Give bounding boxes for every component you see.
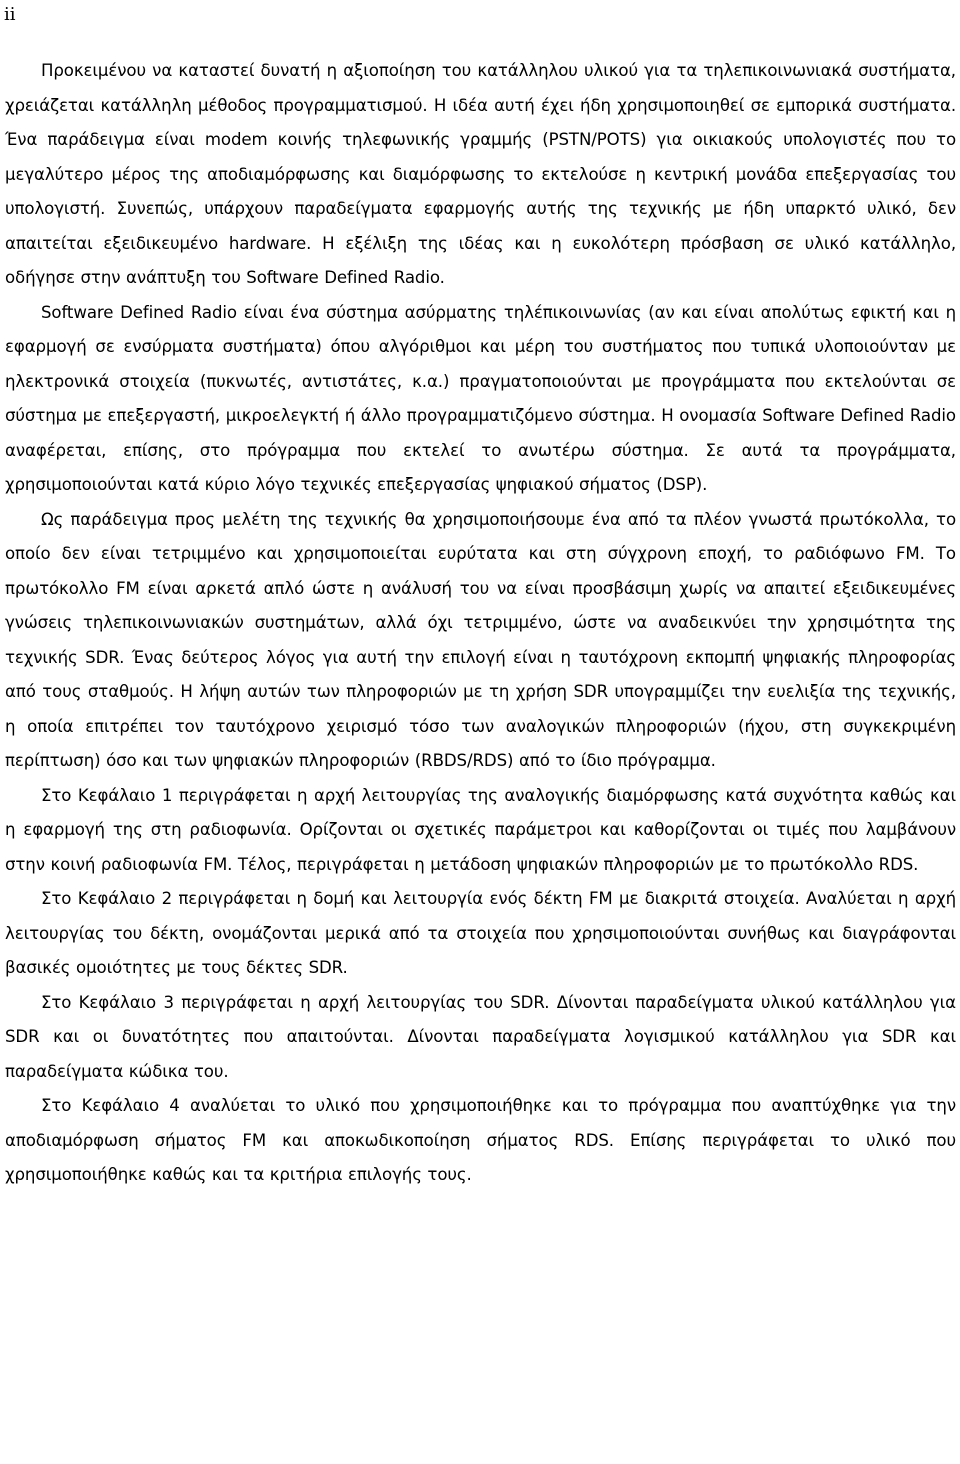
paragraph-sdr-definition: Software Defined Radio είναι ένα σύστημα ασύρματης τηλέπικοινωνίας (αν και είναι απολύτως εφικτή και η εφαρμογή σε ενσύρματα συστήματα) όπου αλγόριθμοι και μέρη του συστήματος που τυπικά υλοποιούνταν με ηλεκτρονικά στοιχεία (πυκνωτές, αντιστάτες, κ.α.) πραγματοποιούνται με προγράμματα που εκτελούνται σε σύστημα με επεξεργαστή, μικροελεγκτή ή άλλο προγραμματιζόμενο σύστημα. Η ονομασία Software Defined Radio αναφέρεται, επίσης, στο πρόγραμμα που εκτελεί το ανωτέρω σύστημα. Σε αυτά τα προγράμματα, χρησιμοποιούνται κατά κύριο λόγο τεχνικές επεξεργασίας ψηφιακού σήματος (DSP). bbox=[5, 302, 956, 494]
paragraph-chapter-2: Στο Κεφάλαιο 2 περιγράφεται η δομή και λειτουργία ενός δέκτη FM με διακριτά στοιχεία. Αναλύεται η αρχή λειτουργίας του δέκτη, ονομάζονται μερικά από τα στοιχεία που χρησιμοποιούνται συνήθως και διαγράφονται βασικές ομοιότητες με τους δέκτες SDR. bbox=[5, 889, 956, 977]
page-number: ii bbox=[4, 4, 16, 25]
paragraph-chapter-1: Στο Κεφάλαιο 1 περιγράφεται η αρχή λειτουργίας της αναλογικής διαμόρφωσης κατά συχνότητα καθώς και η εφαρμογή της στη ραδιοφωνία. Ορίζονται οι σχετικές παράμετροι και καθορίζονται οι τιμές που λαμβάνουν στην κοινή ραδιοφωνία FM. Τέλος, περιγράφεται η μετάδοση ψηφιακών πληροφοριών με το πρωτόκολλο RDS. bbox=[5, 785, 956, 874]
paragraph-chapter-4: Στο Κεφάλαιο 4 αναλύεται το υλικό που χρησιμοποιήθηκε και το πρόγραμμα που αναπτύχθηκε για την αποδιαμόρφωση σήματος FM και αποκωδικοποίηση σήματος RDS. Επίσης περιγράφεται το υλικό που χρησιμοποιήθηκε καθώς και τα κριτήρια επιλογής τους. bbox=[5, 1096, 956, 1184]
paragraph-chapter-3: Στο Κεφάλαιο 3 περιγράφεται η αρχή λειτουργίας του SDR. Δίνονται παραδείγματα υλικού κατάλληλου για SDR και οι δυνατότητες που απαιτούνται. Δίνονται παραδείγματα λογισμικού κατάλληλου για SDR και παραδείγματα κώδικα του. bbox=[5, 992, 956, 1081]
paragraph-fm-example: Ως παράδειγμα προς μελέτη της τεχνικής θα χρησιμοποιήσουμε ένα από τα πλέον γνωστά πρωτόκολλα, το οποίο δεν είναι τετριμμένο και χρησιμοποιείται ευρύτατα και στη σύγχρονη εποχή, το ραδιόφωνο FM. Το πρωτόκολλο FM είναι αρκετά απλό ώστε η ανάλυσή του να είναι προσβάσιμη χωρίς να απαιτεί εξειδικευμένες γνώσεις τηλεπικοινωνιακών συστημάτων, αλλά όχι τετριμμένο, ώστε να αναδεικνύει την χρησιμότητα της τεχνικής SDR. Ένας δεύτερος λόγος για αυτή την επιλογή είναι η ταυτόχρονη εκπομπή ψηφιακής πληροφορίας από τους σταθμούς. Η λήψη αυτών των πληροφοριών με τη χρήση SDR υπογραμμίζει την ευελιξία της τεχνικής, η οποία επιτρέπει τον ταυτόχρονο χειρισμό τόσο των αναλογικών πληροφοριών (ήχου, στη συγκεκριμένη περίπτωση) όσο και των ψηφιακών πληροφοριών (RBDS/RDS) από το ίδιο πρόγραμμα. bbox=[5, 509, 956, 770]
document-body bbox=[5, 54, 956, 1193]
paragraph-introduction: Προκειμένου να καταστεί δυνατή η αξιοποίηση του κατάλληλου υλικού για τα τηλεπικοινωνιακά συστήματα, χρειάζεται κατάλληλη μέθοδος προγραμματισμού. Η ιδέα αυτή έχει ήδη χρησιμοποιηθεί σε εμπορικά συστήματα. Ένα παράδειγμα είναι modem κοινής τηλεφωνικής γραμμής (PSTN/POTS) για οικιακούς υπολογιστές που το μεγαλύτερο μέρος της αποδιαμόρφωσης και διαμόρφωσης το εκτελούσε η κεντρική μονάδα επεξεργασίας του υπολογιστή. Συνεπώς, υπάρχουν παραδείγματα εφαρμογής αυτής της τεχνικής με ήδη υπαρκτό υλικό, δεν απαιτείται εξειδικευμένο hardware. Η εξέλιξη της ιδέας και η ευκολότερη πρόσβαση σε υλικό κατάλληλο, οδήγησε στην ανάπτυξη του Software Defined Radio. bbox=[5, 61, 956, 287]
